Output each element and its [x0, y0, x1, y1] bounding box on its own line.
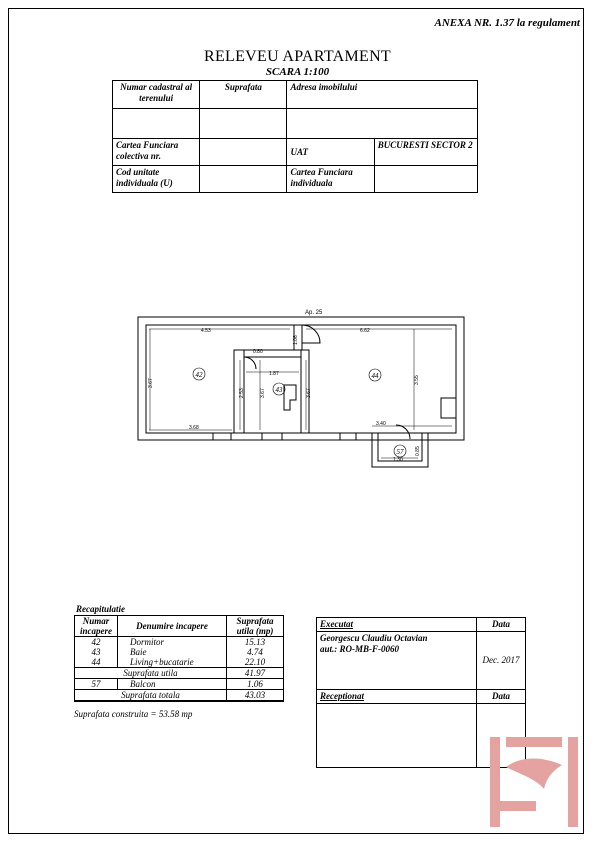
page-title: RELEVEU APARTAMENT — [203, 48, 392, 65]
received-cell — [317, 704, 477, 768]
dim-label: 1.30 — [393, 457, 403, 463]
table-row: 44 Living+bucatarie 22.10 — [75, 657, 284, 668]
cadastral-label: Numar cadastral al terenului — [113, 81, 200, 109]
recap-header: Denumire incapere — [118, 616, 227, 637]
dim-label: 3.67 — [306, 388, 312, 398]
bath-door — [244, 357, 256, 369]
dim-label: 3.68 — [189, 425, 199, 431]
dim-label: 3.67 — [260, 388, 266, 398]
uat-value: BUCURESTI SECTOR 2 — [374, 139, 477, 166]
executor-authorization: aut.: RO-MB-F-0060 — [320, 644, 400, 654]
uat-label: UAT — [287, 139, 374, 166]
unit-code-label: Cod unitate individuala (U) — [113, 166, 200, 193]
dim-label: 0.80 — [253, 349, 263, 355]
scale-label: SCARA 1:100 — [265, 66, 330, 78]
useful-area-row: Suprafata utila 41.97 — [75, 668, 284, 679]
table-row: 43 Baie 4.74 — [75, 647, 284, 657]
dim-label: 3.55 — [414, 375, 420, 385]
received-label: Receptionat — [317, 690, 477, 704]
room-number: 44 — [371, 372, 379, 380]
bath-fixture — [284, 385, 296, 410]
entrance-label: Ap. 25 — [305, 310, 323, 316]
room-number: 42 — [195, 371, 203, 379]
date-label: Data — [477, 690, 526, 704]
window — [262, 433, 282, 440]
area-label: Suprafata — [200, 81, 287, 109]
room-number: 57 — [396, 448, 404, 456]
dim-label: 3.40 — [376, 421, 386, 427]
window — [441, 398, 456, 418]
entrance-door — [302, 325, 320, 343]
dim-label: 0.85 — [415, 446, 421, 456]
executed-label: Executat — [317, 618, 477, 632]
total-area-row: Suprafata totala 43.03 — [75, 690, 284, 702]
dim-label: 1.06 — [293, 335, 299, 345]
address-label: Adresa imobilului — [287, 81, 478, 109]
watermark-logo — [486, 735, 582, 829]
executor-name: Georgescu Claudiu Octavian — [320, 633, 428, 643]
table-row: 42 Dormitor 15.13 — [75, 637, 284, 648]
room-number: 43 — [275, 386, 283, 394]
recap-table — [74, 615, 284, 702]
recap-header: Numar incapere — [75, 616, 118, 637]
dim-label: 2.53 — [239, 388, 245, 398]
cf-individual-label: Cartea Funciara individuala — [287, 166, 374, 193]
date-label: Data — [477, 618, 526, 632]
table-row: 57 Balcon 1.06 — [75, 679, 284, 690]
dim-label: 1.87 — [269, 371, 279, 377]
constructed-area: Suprafata construita = 53.58 mp — [74, 709, 193, 719]
dim-label: 4.53 — [201, 328, 211, 334]
balcony-door — [396, 425, 410, 439]
recap-title: Recapitulatie — [76, 604, 125, 614]
annex-label: ANEXA NR. 1.37 la regulament — [434, 17, 580, 29]
date-value: Dec. 2017 — [477, 632, 526, 690]
cf-collective-label: Cartea Funciara colectiva nr. — [113, 139, 200, 166]
executor-cell — [317, 632, 477, 690]
window — [213, 433, 231, 440]
window — [340, 433, 356, 440]
dim-label: 3.67 — [148, 378, 154, 388]
recap-header: Suprafata utila (mp) — [227, 616, 284, 637]
dim-label: 6.62 — [360, 328, 370, 334]
